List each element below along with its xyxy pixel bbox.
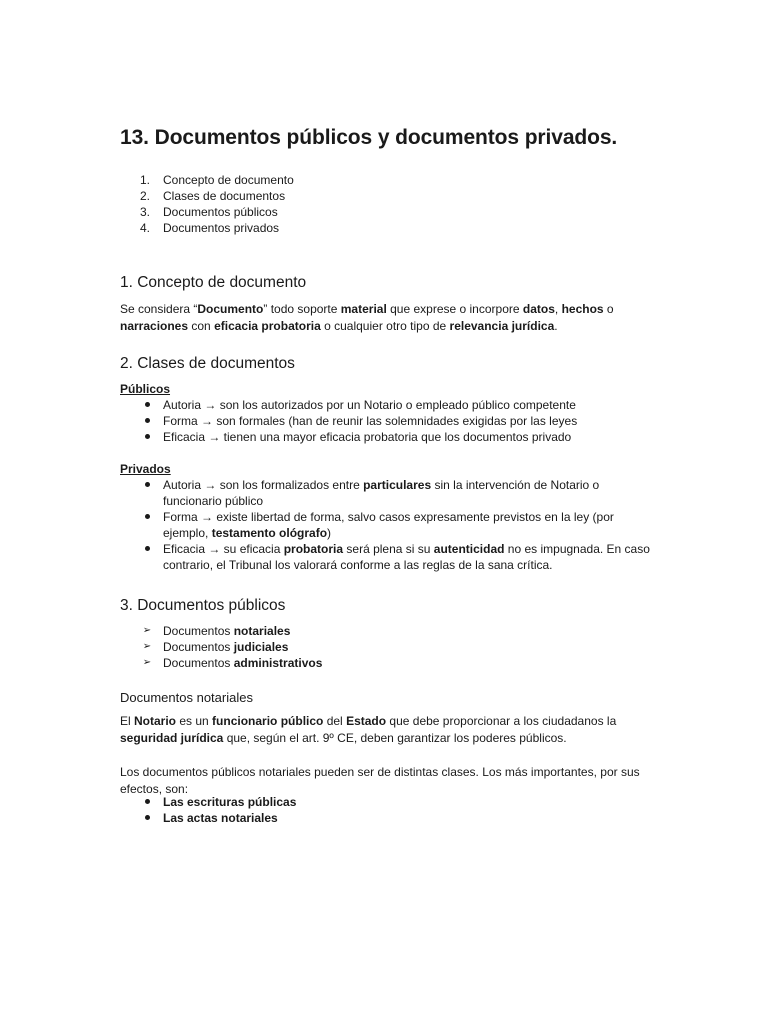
clases-notariales-paragraph: Los documentos públicos notariales pueden ser de distintas clases. Los más importantes, por sus efectos, son: [120,765,640,796]
section-heading-concepto: 1. Concepto de documento [120,274,307,291]
list-item-text: Las escrituras públicas [163,795,297,809]
list-item-text: Autoria → son los formalizados entre [163,478,364,492]
toc-item [140,220,294,236]
arrowhead-bullet-icon: ➢ [142,657,152,668]
bullet-icon [140,413,154,429]
list-item [140,541,655,573]
bullet-icon [140,794,154,810]
text-run: que, según el art. 9º CE, deben garantizar los poderes públicos. [223,731,567,745]
bullet-icon [140,810,154,826]
list-item-text: Documentos [163,640,234,654]
tipos-publicos-list [140,623,540,671]
text-run: El [120,714,135,728]
bullet-icon [140,477,154,493]
text-run: o [603,302,614,316]
toc-number: 2. [140,189,151,203]
text-run: que debe proporcionar a los ciudadanos la [386,714,617,728]
toc-item [140,204,294,220]
list-item-text: Documentos [163,656,234,670]
subheading-publicos: Públicos [120,382,171,396]
bold-term: material [340,302,387,316]
publicos-list [140,397,660,445]
list-item [140,623,540,639]
list-item-text: Eficacia → su eficacia [163,542,284,556]
notario-paragraph [120,713,650,747]
page-title: 13. Documentos públicos y documentos privados. [120,126,618,149]
text-run: es un [176,714,213,728]
arrowhead-bullet-icon: ➢ [142,625,152,636]
list-item [140,413,660,429]
list-item [140,477,655,509]
table-of-contents [140,172,294,236]
text-run: , [554,302,562,316]
toc-text: Clases de documentos [163,189,286,203]
toc-text: Concepto de documento [163,173,294,187]
list-item-text: Forma → son formales (han de reunir las solemnidades exigidas por las leyes [163,414,578,428]
list-item [140,509,655,541]
bold-term: seguridad jurídica [120,731,224,745]
section-heading-publicos: 3. Documentos públicos [120,597,286,614]
list-item-text: Autoria → son los autorizados por un Notario o empleado público competente [163,398,576,412]
privados-list [140,477,655,573]
list-item [140,794,540,810]
bold-term: Notario [134,714,177,728]
subheading-documentos-notariales: Documentos notariales [120,690,253,705]
list-item [140,655,540,671]
bold-term: eficacia probatoria [214,319,321,333]
toc-number: 1. [140,173,151,187]
list-item-text: Las actas notariales [163,811,278,825]
text-run: Se considera “ [120,302,198,316]
list-item [140,810,540,826]
bold-term: funcionario público [212,714,324,728]
text-run: o cualquier otro tipo de [320,319,450,333]
toc-item [140,188,294,204]
list-item-text: Forma → existe libertad de forma, salvo casos expresamente previstos en la ley (por ejemplo, [163,510,614,540]
bold-term: particulares [363,478,432,492]
toc-text: Documentos privados [163,221,280,235]
bold-term: relevancia jurídica [449,319,555,333]
toc-item [140,172,294,188]
bold-term: Estado [346,714,387,728]
list-item-text: no es impugnada. En caso contrario, el Tribunal los valorará conforme a las reglas de la sana crítica. [163,542,650,572]
toc-text: Documentos públicos [163,205,278,219]
notariales-list [140,794,540,826]
bold-term: Documento [197,302,264,316]
list-item-text: Documentos [163,624,234,638]
subheading-privados: Privados [120,462,171,476]
list-item-text: sin la intervención de Notario o funcionario público [163,478,600,508]
bold-term: testamento ológrafo [211,526,328,540]
section-heading-clases: 2. Clases de documentos [120,355,295,372]
bullet-icon [140,429,154,445]
bold-term: judiciales [233,640,289,654]
bullet-icon [140,541,154,557]
bold-term: administrativos [233,656,323,670]
bold-term: datos [522,302,555,316]
bullet-icon [140,509,154,525]
text-run: del [323,714,347,728]
list-item-text: ) [327,526,332,540]
concepto-paragraph [120,301,650,335]
list-item-text: será plena si su [343,542,434,556]
bold-term: autenticidad [433,542,505,556]
text-run: que exprese o incorpore [386,302,523,316]
text-run: con [188,319,215,333]
bold-term: hechos [561,302,604,316]
list-item-text: Eficacia → tienen una mayor eficacia probatoria que los documentos privado [163,430,572,444]
bold-term: notariales [233,624,291,638]
text-run: ” todo soporte [263,302,341,316]
toc-number: 4. [140,221,151,235]
bold-term: probatoria [283,542,344,556]
list-item [140,429,660,445]
toc-number: 3. [140,205,151,219]
list-item [140,639,540,655]
list-item [140,397,660,413]
bold-term: narraciones [120,319,189,333]
text-run: . [554,319,558,333]
bullet-icon [140,397,154,413]
arrowhead-bullet-icon: ➢ [142,641,152,652]
